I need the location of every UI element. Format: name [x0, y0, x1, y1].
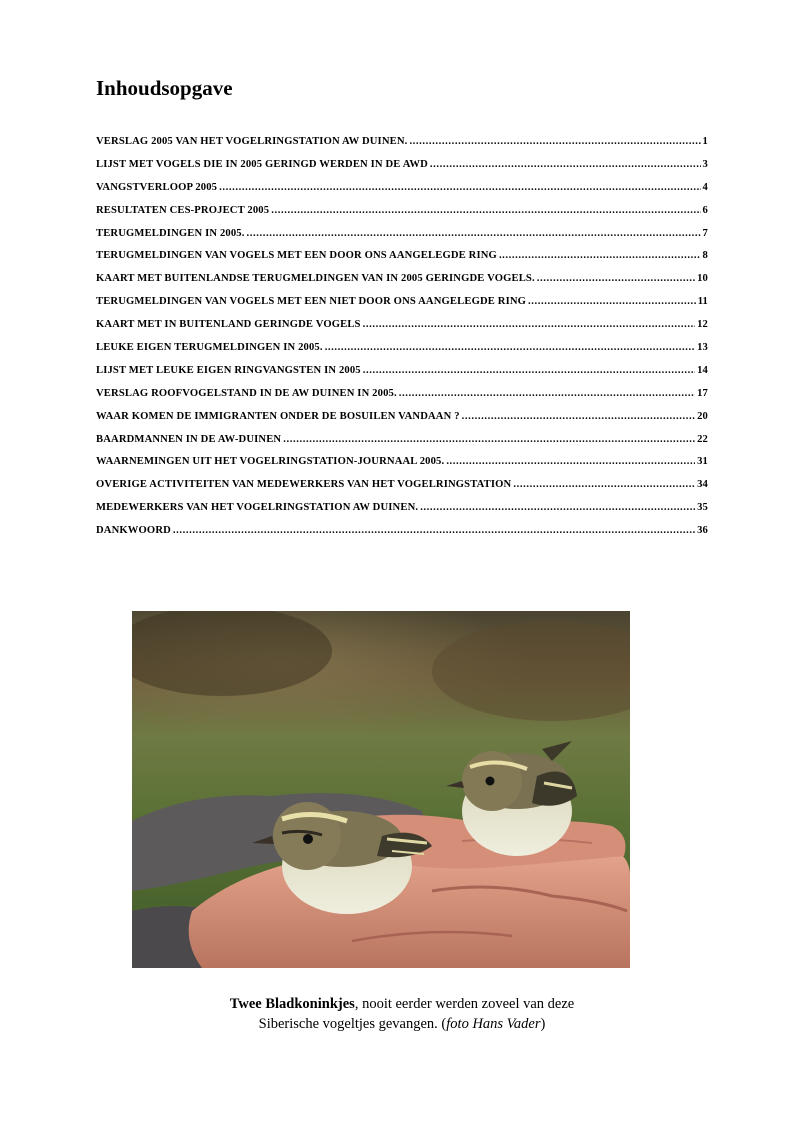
toc-entry-label: RESULTATEN CES-PROJECT 2005	[96, 204, 270, 216]
toc-entry-label: VANGSTVERLOOP 2005	[96, 181, 218, 193]
toc-entry-page: 11	[697, 296, 708, 308]
caption-line1-rest: , nooit eerder werden zoveel van deze	[354, 996, 575, 1012]
toc-entry-page: 20	[697, 410, 708, 422]
toc-leader-dots	[430, 159, 701, 170]
toc-entry-label: BAARDMANNEN IN DE AW-DUINEN	[96, 433, 282, 445]
toc-entry-page: 35	[697, 502, 708, 514]
toc-leader-dots	[513, 479, 695, 490]
toc-entry[interactable]	[96, 365, 708, 388]
toc-leader-dots	[446, 456, 695, 467]
toc-entry-page: 17	[697, 387, 708, 399]
toc-entry-page: 7	[702, 227, 708, 239]
toc-entry-page: 12	[697, 319, 708, 331]
toc-entry-label: LEUKE EIGEN TERUGMELDINGEN IN 2005.	[96, 342, 323, 354]
toc-leader-dots	[462, 411, 695, 422]
toc-entry[interactable]	[96, 296, 708, 319]
toc-entry[interactable]	[96, 136, 708, 159]
toc-leader-dots	[219, 182, 700, 193]
toc-entry-page: 13	[697, 342, 708, 354]
toc-leader-dots	[409, 136, 700, 147]
toc-entry[interactable]	[96, 273, 708, 296]
toc-entry[interactable]	[96, 319, 708, 342]
caption-line2-end: )	[540, 1016, 546, 1032]
toc-entry-label: MEDEWERKERS VAN HET VOGELRINGSTATION AW DUINEN.	[96, 502, 419, 514]
toc-entry[interactable]	[96, 525, 708, 548]
toc-entry-page: 36	[697, 525, 708, 537]
toc-entry-page: 3	[702, 158, 708, 170]
toc-entry-page: 31	[697, 456, 708, 468]
caption-bold: Twee Bladkoninkjes	[229, 996, 355, 1012]
toc-leader-dots	[283, 434, 695, 445]
toc-entry-label: DANKWOORD	[96, 525, 171, 537]
table-of-contents	[96, 136, 708, 548]
toc-leader-dots	[537, 273, 695, 284]
toc-leader-dots	[247, 228, 701, 239]
toc-entry-label: TERUGMELDINGEN VAN VOGELS MET EEN DOOR ONS AANGELEGDE RING	[96, 250, 497, 262]
toc-entry[interactable]	[96, 388, 708, 411]
toc-entry-page: 1	[702, 136, 708, 147]
toc-entry-page: 22	[697, 433, 708, 445]
caption-line-1	[96, 994, 708, 1014]
toc-entry[interactable]	[96, 159, 708, 182]
toc-entry-page: 10	[697, 273, 708, 285]
toc-entry-label: KAART MET IN BUITENLAND GERINGDE VOGELS	[96, 319, 361, 331]
toc-entry-page: 14	[697, 364, 708, 376]
photo-two-yellow-browed-warblers	[132, 611, 630, 968]
toc-entry-label: VERSLAG ROOFVOGELSTAND IN DE AW DUINEN IN 2005.	[96, 387, 397, 399]
toc-entry[interactable]	[96, 502, 708, 525]
toc-entry[interactable]	[96, 250, 708, 273]
toc-entry-label: LIJST MET LEUKE EIGEN RINGVANGSTEN IN 2005	[96, 364, 361, 376]
caption-line2: Siberische vogeltjes gevangen. (	[258, 1016, 447, 1032]
toc-leader-dots	[420, 502, 695, 513]
toc-entry-label: WAAR KOMEN DE IMMIGRANTEN ONDER DE BOSUILEN VANDAAN ?	[96, 410, 460, 422]
toc-entry-page: 8	[702, 250, 708, 262]
toc-leader-dots	[363, 319, 696, 330]
toc-entry[interactable]	[96, 456, 708, 479]
toc-leader-dots	[325, 342, 695, 353]
toc-entry[interactable]	[96, 342, 708, 365]
caption-credit: foto Hans Vader	[446, 1016, 541, 1032]
toc-entry[interactable]	[96, 479, 708, 502]
toc-entry-page: 4	[702, 181, 708, 193]
toc-entry-label: KAART MET BUITENLANDSE TERUGMELDINGEN VAN IN 2005 GERINGDE VOGELS.	[96, 273, 535, 285]
caption-line-2	[96, 1014, 708, 1034]
toc-leader-dots	[528, 296, 696, 307]
toc-entry[interactable]	[96, 205, 708, 228]
toc-entry[interactable]	[96, 411, 708, 434]
toc-entry-label: LIJST MET VOGELS DIE IN 2005 GERINGD WERDEN IN DE AWD	[96, 158, 428, 170]
toc-leader-dots	[271, 205, 700, 216]
toc-entry-label: TERUGMELDINGEN IN 2005.	[96, 227, 245, 239]
toc-entry-label: WAARNEMINGEN UIT HET VOGELRINGSTATION-JOURNAAL 2005.	[96, 456, 445, 468]
toc-entry-page: 34	[697, 479, 708, 491]
toc-entry-label: OVERIGE ACTIVITEITEN VAN MEDEWERKERS VAN HET VOGELRINGSTATION	[96, 479, 512, 491]
toc-leader-dots	[363, 365, 695, 376]
toc-entry[interactable]	[96, 182, 708, 205]
toc-leader-dots	[173, 525, 695, 536]
toc-leader-dots	[399, 388, 695, 399]
photo-caption	[96, 994, 708, 1034]
toc-entry-label: VERSLAG 2005 VAN HET VOGELRINGSTATION AW DUINEN.	[96, 136, 408, 147]
page-title: Inhoudsopgave	[96, 76, 233, 100]
toc-entry-label: TERUGMELDINGEN VAN VOGELS MET EEN NIET DOOR ONS AANGELEGDE RING	[96, 296, 527, 308]
toc-entry[interactable]	[96, 434, 708, 457]
toc-leader-dots	[499, 250, 701, 261]
toc-entry-page: 6	[702, 204, 708, 216]
toc-entry[interactable]	[96, 228, 708, 251]
